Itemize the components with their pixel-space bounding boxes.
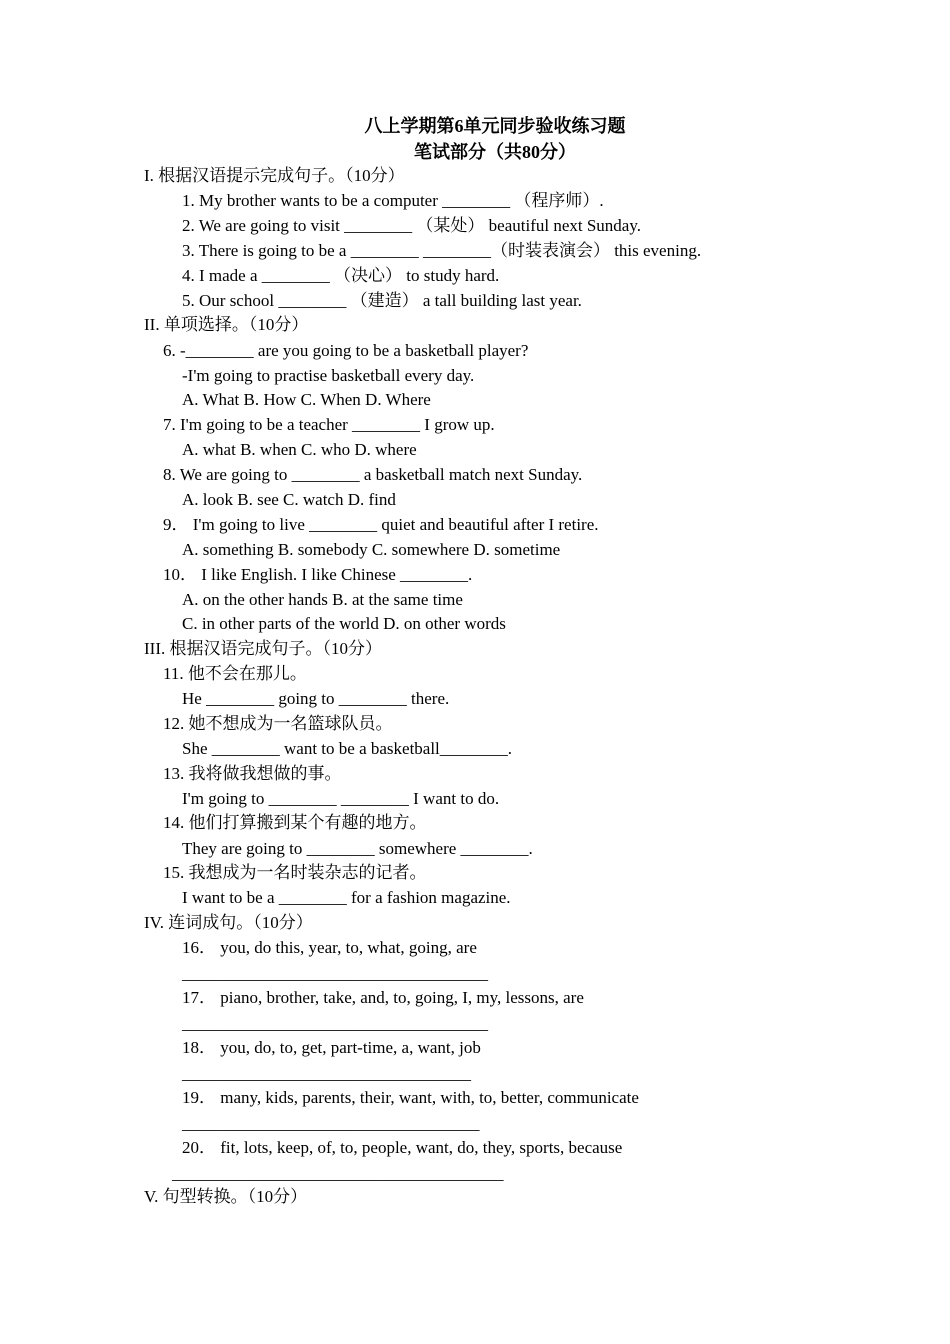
answer-blank: __________________________________	[182, 1064, 471, 1083]
question-line: 6. -________ are you going to be a basketball player?	[163, 341, 529, 360]
question-line: 2. We are going to visit ________ （某处） beautiful next Sunday.	[182, 216, 641, 235]
question-line: 5. Our school ________ （建造） a tall building last year.	[182, 291, 582, 310]
question-line: -I'm going to practise basketball every day.	[182, 366, 475, 385]
answer-options: A. what B. when C. who D. where	[182, 440, 417, 459]
question-line: She ________ want to be a basketball________.	[182, 739, 513, 758]
question-line: He ________ going to ________ there.	[182, 689, 450, 708]
section-heading: I. 根据汉语提示完成句子。（10分）	[144, 166, 405, 185]
page-title: 八上学期第6单元同步验收练习题	[364, 116, 626, 136]
answer-blank: ____________________________________	[182, 1014, 488, 1033]
question-line: I want to be a ________ for a fashion magazine.	[182, 888, 511, 907]
question-line: 9． I'm going to live ________ quiet and beautiful after I retire.	[163, 515, 599, 534]
question-line: 19． many, kids, parents, their, want, with, to, better, communicate	[182, 1088, 639, 1107]
question-line: 14. 他们打算搬到某个有趣的地方。	[163, 813, 427, 832]
answer-options: A. look B. see C. watch D. find	[182, 490, 396, 509]
page-subtitle: 笔试部分（共80分）	[414, 142, 576, 162]
question-line: 8. We are going to ________ a basketball match next Sunday.	[163, 465, 583, 484]
question-line: 15. 我想成为一名时装杂志的记者。	[163, 863, 427, 882]
section-heading: V. 句型转换。（10分）	[144, 1187, 308, 1206]
question-line: 13. 我将做我想做的事。	[163, 764, 342, 783]
section-heading: II. 单项选择。（10分）	[144, 315, 309, 334]
question-line: 10． I like English. I like Chinese ________.	[163, 565, 473, 584]
question-line: 16． you, do this, year, to, what, going, are	[182, 938, 477, 957]
answer-options: C. in other parts of the world D. on other words	[182, 614, 506, 633]
answer-options: A. on the other hands B. at the same time	[182, 590, 463, 609]
question-line: I'm going to ________ ________ I want to do.	[182, 789, 500, 808]
question-line: 4. I made a ________ （决心） to study hard.	[182, 266, 500, 285]
answer-blank: ____________________________________	[182, 964, 488, 983]
question-line: They are going to ________ somewhere ________.	[182, 839, 533, 858]
question-line: 1. My brother wants to be a computer ________ （程序师）.	[182, 191, 604, 210]
question-line: 17． piano, brother, take, and, to, going, I, my, lessons, are	[182, 988, 584, 1007]
question-line: 12. 她不想成为一名篮球队员。	[163, 714, 393, 733]
answer-options: A. What B. How C. When D. Where	[182, 390, 431, 409]
section-heading: IV. 连词成句。（10分）	[144, 913, 313, 932]
question-line: 7. I'm going to be a teacher ________ I grow up.	[163, 415, 495, 434]
question-line: 18． you, do, to, get, part-time, a, want, job	[182, 1038, 481, 1057]
answer-options: A. something B. somebody C. somewhere D. sometime	[182, 540, 561, 559]
question-line: 20． fit, lots, keep, of, to, people, want, do, they, sports, because	[182, 1138, 623, 1157]
section-heading: III. 根据汉语完成句子。（10分）	[144, 639, 382, 658]
question-line: 3. There is going to be a ________ ________（时装表演会） this evening.	[182, 241, 702, 260]
answer-blank: ___________________________________	[182, 1114, 480, 1133]
answer-blank: _______________________________________	[172, 1164, 504, 1183]
question-line: 11. 他不会在那儿。	[163, 664, 307, 683]
